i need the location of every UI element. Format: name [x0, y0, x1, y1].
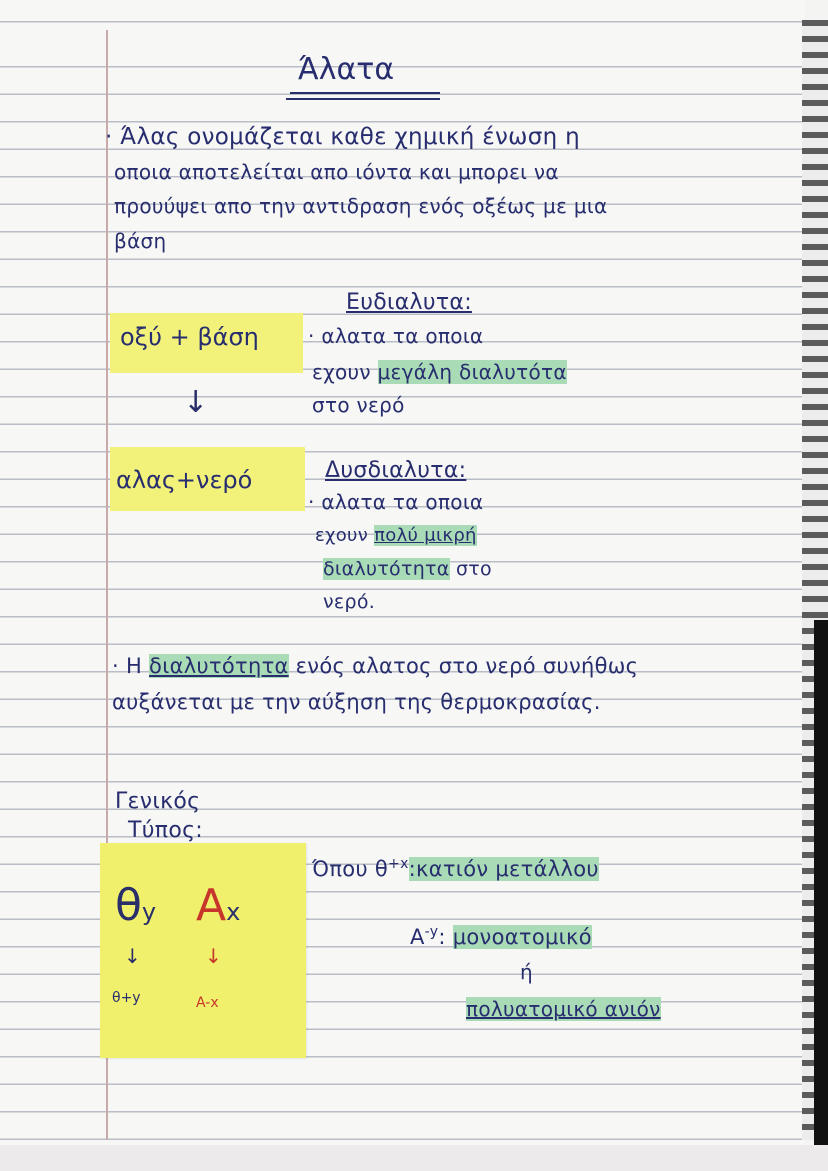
solubility-note-line-2: αυξάνεται με την αύξηση της θερμοκρασίας. [112, 690, 601, 714]
title-underline-2 [286, 98, 440, 100]
soluble-prefix: εχουν [312, 360, 371, 384]
note-prefix: Η [125, 654, 143, 678]
note-term: διαλυτότητα [149, 654, 289, 678]
theta-ref: θ [374, 857, 389, 881]
title-underline [290, 92, 440, 94]
definition-line-3: προυύψει απο την αντιδραση ενός οξέως με μια [114, 194, 608, 218]
definition-keyword: Άλας [120, 124, 180, 150]
bullet: · [105, 124, 113, 150]
definition-line-2: οποια αποτελείται απο ιόντα και μπορει να [114, 160, 559, 184]
soluble-line-2 [312, 360, 567, 384]
products-text: αλας+νερό [116, 466, 253, 494]
insoluble-line-1-text: αλατα τα οποια [321, 490, 484, 514]
insoluble-line-1 [308, 490, 483, 514]
page-bottom [0, 1145, 828, 1171]
soluble-highlight: μεγάλη διαλυτότα [377, 360, 567, 384]
definition-text: ονομάζεται καθε χημική ένωση η [187, 124, 580, 150]
theta-arrow-icon: ↓ [124, 944, 141, 968]
page-edge-shadow [814, 620, 828, 1160]
or-text: ή [520, 960, 533, 984]
poly-text [466, 997, 661, 1021]
soluble-line-1-text: αλατα τα οποια [321, 324, 484, 348]
a-symbol: A [196, 880, 227, 931]
page-title: Άλατα [298, 52, 395, 87]
insoluble-prefix: εχουν [315, 525, 369, 546]
cation-text: :κατιόν μετάλλου [408, 857, 599, 881]
insoluble-highlight-2: διαλυτότητα [323, 558, 450, 580]
definition-line-1 [105, 124, 580, 150]
bullet: · [112, 654, 119, 678]
a-subscript: x [226, 898, 241, 926]
reaction-arrow: ↓ [183, 385, 209, 420]
theta-symbol: θ [115, 880, 142, 931]
insoluble-line-2 [315, 525, 477, 546]
theta-ion: θ+y [112, 990, 141, 1006]
formula-theta [115, 880, 156, 931]
soluble-heading: Ευδιαλυτα: [346, 290, 472, 315]
formula-label-2: Τύπος: [128, 818, 203, 843]
note-rest: ενός αλατος στο νερό συνήθως [295, 654, 639, 678]
explanation-line-2 [410, 924, 592, 949]
reactants-text: οξύ + βάση [120, 323, 259, 351]
insoluble-heading: Δυσδιαλυτα: [325, 458, 467, 483]
formula-label-1: Γενικός [115, 789, 201, 814]
a-ref: A [410, 925, 425, 949]
soluble-line-1 [308, 324, 483, 348]
insoluble-line-3 [323, 558, 492, 580]
bullet: · [308, 490, 315, 514]
insoluble-suffix: στο [455, 558, 492, 580]
explanation-line-1 [312, 856, 599, 881]
formula-a [196, 880, 240, 931]
insoluble-highlight-1: πολύ μικρή [374, 525, 477, 546]
theta-charge: +x [388, 856, 409, 872]
a-arrow-icon: ↓ [205, 944, 222, 968]
definition-line-4: βάση [114, 229, 167, 253]
soluble-line-3: στο νερό [312, 393, 405, 417]
mono-text: μονοατομικό [452, 925, 592, 949]
bullet: · [308, 324, 315, 348]
a-charge: -y [424, 924, 439, 940]
colon: : [438, 925, 446, 949]
a-ion: A-x [196, 995, 219, 1011]
solubility-note-line-1 [112, 654, 638, 678]
insoluble-line-4: νερό. [323, 591, 376, 613]
poly-highlight: πολυατομικό ανιόν [466, 997, 661, 1021]
theta-subscript: y [141, 898, 157, 926]
where-label: Όπου [312, 857, 368, 881]
